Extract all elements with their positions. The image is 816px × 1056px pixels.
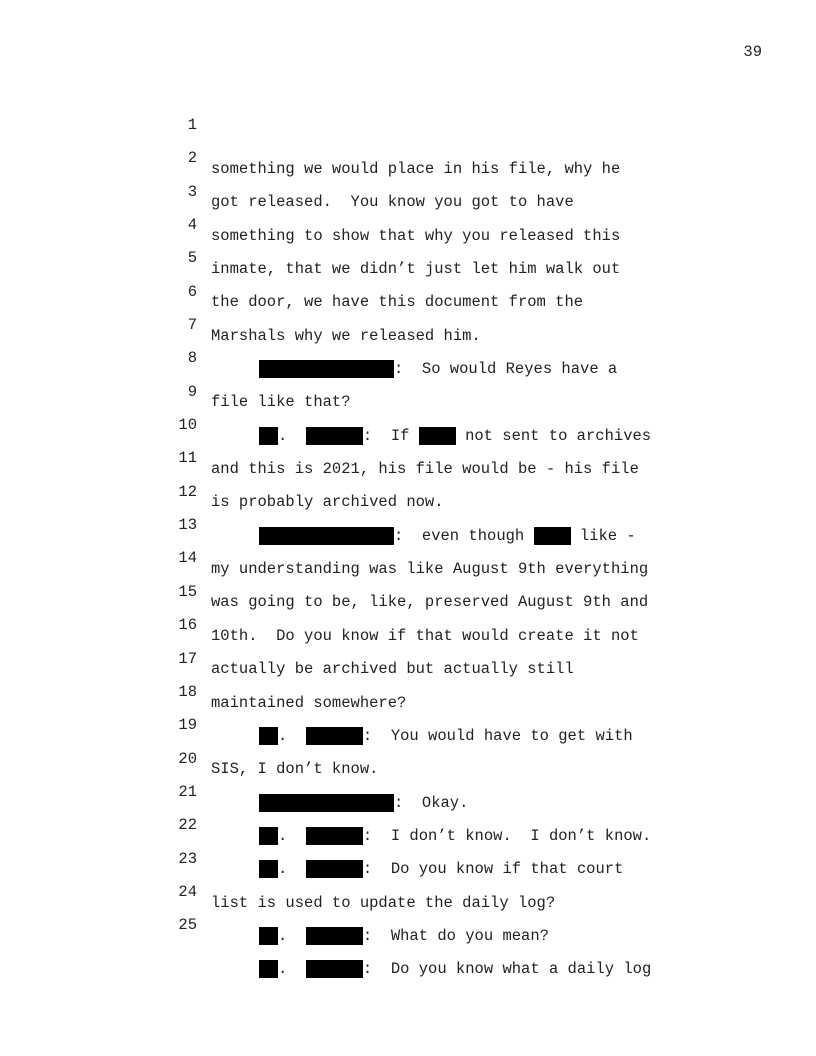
line-number: 22 — [178, 816, 197, 835]
line-text: and this is 2021, his file would be - his file — [211, 460, 639, 479]
line-number: 24 — [178, 882, 197, 901]
line-number: 14 — [178, 549, 197, 568]
line-number: 21 — [178, 782, 197, 801]
line-number: 8 — [187, 349, 197, 368]
line-number: 25 — [178, 916, 197, 935]
line-text: : What do you mean? — [362, 926, 549, 945]
line-text: like - — [579, 526, 636, 545]
line-text: was going to be, like, preserved August 9th and — [211, 593, 649, 612]
line-text: something we would place in his file, why he — [211, 160, 621, 178]
line-number: 11 — [178, 449, 197, 468]
line-text: . — [278, 826, 288, 845]
line-text: my understanding was like August 9th everything — [211, 560, 649, 579]
line-text: : Okay. — [394, 793, 469, 812]
line-number: 6 — [187, 282, 197, 301]
line-number: 17 — [178, 649, 197, 668]
line-number: 18 — [178, 682, 197, 701]
line-text: list is used to update the daily log? — [211, 893, 556, 912]
line-number: 2 — [187, 149, 197, 168]
line-number: 12 — [178, 482, 197, 501]
line-number: 3 — [187, 182, 197, 201]
line-text: something to show that why you released this — [211, 226, 621, 245]
line-text: . — [278, 426, 288, 445]
line-number: 19 — [178, 716, 197, 735]
line-text: not sent to archives — [465, 426, 652, 445]
line-number: 16 — [178, 616, 197, 635]
redaction-block — [259, 960, 278, 978]
line-text: : Do you know if that court — [362, 860, 624, 879]
line-text: : even though — [394, 526, 525, 545]
line-text: : So would Reyes have a — [394, 360, 618, 379]
transcript-body — [0, 92, 816, 979]
redaction-block — [259, 927, 278, 945]
line-text: 10th. Do you know if that would create it not — [211, 626, 639, 645]
line-number: 9 — [187, 382, 197, 401]
line-number: 13 — [178, 516, 197, 535]
line-text: . — [278, 960, 288, 979]
speaker-line — [259, 925, 549, 947]
line-number: 7 — [187, 316, 197, 335]
line-number: 4 — [187, 216, 197, 235]
line-number: 5 — [187, 249, 197, 268]
line-text: inmate, that we didn’t just let him walk out — [211, 260, 621, 279]
transcript-line — [0, 92, 816, 178]
line-number: 1 — [187, 116, 197, 134]
line-text: actually be archived but actually still — [211, 660, 574, 679]
line-text: the door, we have this document from the — [211, 293, 584, 312]
line-text: : Do you know what a daily log — [362, 960, 652, 979]
line-text: file like that? — [211, 393, 351, 412]
line-text: . — [278, 726, 288, 745]
line-text: : You would have to get with — [362, 726, 633, 745]
line-number: 20 — [178, 749, 197, 768]
line-text: : I don’t know. I don’t know. — [362, 826, 652, 845]
page-number: 39 — [743, 43, 762, 61]
line-number: 23 — [178, 849, 197, 868]
line-text: is probably archived now. — [211, 493, 444, 512]
redaction-block — [306, 960, 363, 978]
line-number: 15 — [178, 582, 197, 601]
line-text: SIS, I don’t know. — [211, 760, 379, 779]
speaker-line — [259, 958, 651, 980]
redaction-block — [306, 927, 363, 945]
line-text: : If — [362, 426, 410, 445]
line-text: . — [278, 926, 288, 945]
line-text: maintained somewhere? — [211, 693, 407, 712]
line-text: got released. You know you got to have — [211, 193, 574, 212]
line-text: . — [278, 860, 288, 879]
line-number: 10 — [178, 416, 197, 435]
line-text: Marshals why we released him. — [211, 326, 481, 345]
